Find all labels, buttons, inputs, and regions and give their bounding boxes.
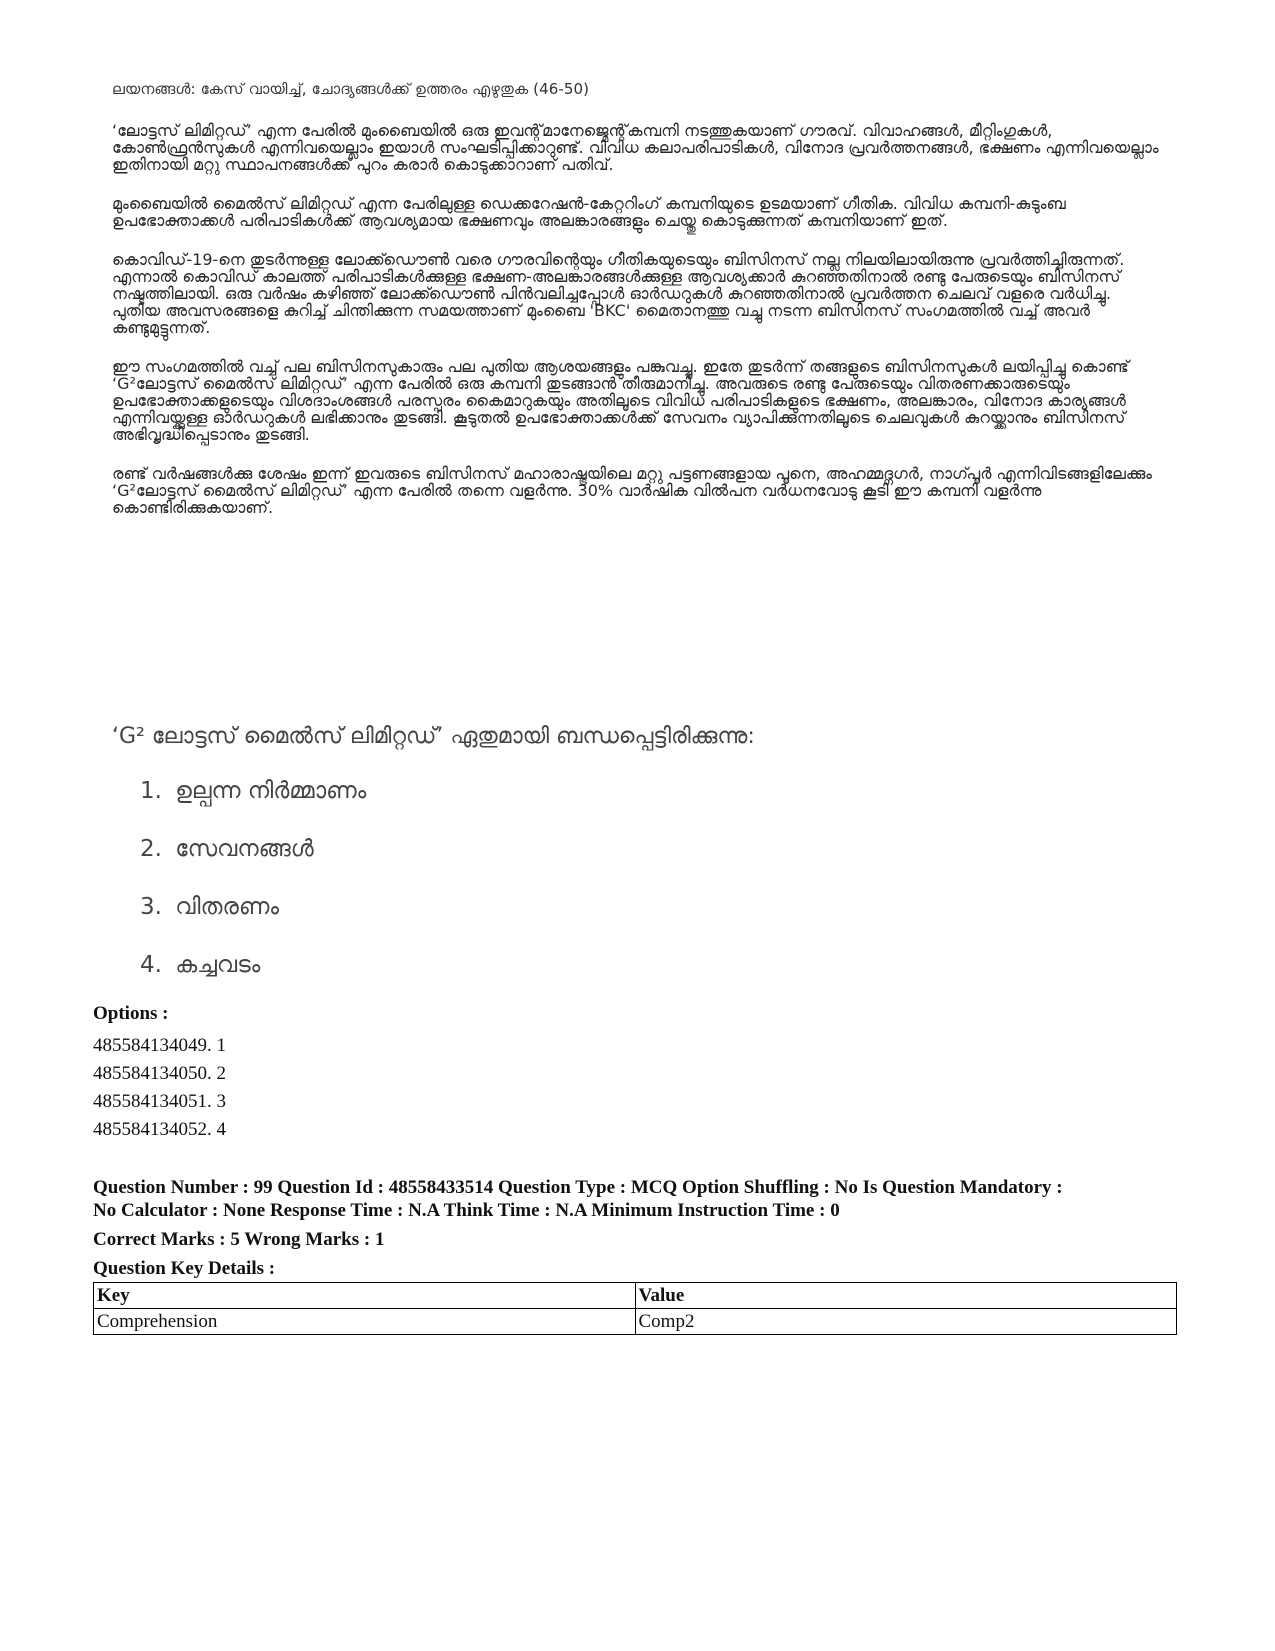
table-cell-value: Comp2 [635, 1309, 1177, 1335]
table-header-row [94, 1283, 1177, 1309]
option-id-item: 485584134050. 2 [93, 1063, 226, 1084]
answer-choice [140, 830, 366, 888]
answer-choice [140, 946, 366, 1004]
table-header-key: Key [94, 1283, 636, 1309]
key-details-table [93, 1282, 1177, 1335]
table-header-value: Value [635, 1283, 1177, 1309]
answer-choice-number: 3. [140, 894, 162, 920]
question-stem: ‘G² ലോട്ടസ് മൈൽസ് ലിമിറ്റഡ്’ ഏതുമായി ബന്ധപ്പെട്ടിരിക്കുന്നു: [112, 724, 755, 749]
answer-choice-text: സേവനങ്ങൾ [175, 836, 314, 862]
passage-paragraph-5: രണ്ട് വർഷങ്ങൾക്കു ശേഷം ഇന്ന് ഇവരുടെ ബിസിനസ് മഹാരാഷ്ട്രയിലെ മറ്റു പട്ടണങ്ങളായ പൂനെ, അഹമ്മദ്നഗർ, നാഗ്പൂർ എന്നിവിടങ്ങളിലേക്കും ‘G²ലോട്ടസ് മൈൽസ് ലിമിറ്റഡ്’ എന്ന പേരിൽ തന്നെ വളർന്നു. 30% വാർഷിക വിൽപന വർധനവോടു കൂടി ഈ കമ്പനി വളർന്നു കൊണ്ടിരിക്കുകയാണ്. [112, 464, 1152, 517]
options-block [93, 1003, 226, 1144]
option-id-item: 485584134049. 1 [93, 1035, 226, 1056]
answer-choice-text: വിതരണം [175, 894, 279, 920]
question-meta-line-1: Question Number : 99 Question Id : 48558433514 Question Type : MCQ Option Shuffling : No Is Question Mandatory : [93, 1177, 1063, 1198]
passage-paragraph-4: ഈ സംഗമത്തിൽ വച്ച് പല ബിസിനസുകാരും പല പുതിയ ആശയങ്ങളും പങ്കുവച്ചു. ഇതേ തുടർന്ന് തങ്ങളുടെ ബിസിനസുകൾ ലയിപ്പിച്ചു കൊണ്ട് ‘G²ലോട്ടസ് മൈൽസ് ലിമിറ്റഡ്’ എന്ന പേരിൽ ഒരു കമ്പനി തുടങ്ങാൻ തീരുമാനിച്ചു. അവരുടെ രണ്ടു പേരുടെയും വിതരണക്കാരുടെയും ഉപഭോക്താക്കളുടെയും വിശദാംശങ്ങൾ പരസ്പരം കൈമാറുകയും അതിലൂടെ വിവിധ പരിപാടികളുടെ ഭക്ഷണം, അലങ്കാരം, വിനോദ കാര്യങ്ങൾ എന്നിവയ്ക്കുള്ള ഓർഡറുകൾ ലഭിക്കാനും തുടങ്ങി. കൂടുതൽ ഉപഭോക്താക്കൾക്ക് സേവനം വ്യാപിക്കുന്നതിലൂടെ ചെലവുകൾ കുറയ്ക്കാനും ബിസിനസ് അഭിവൃദ്ധിപ്പെടാനും തുടങ്ങി. [112, 357, 1129, 444]
answer-choice [140, 888, 366, 946]
question-meta [93, 1176, 1193, 1280]
option-id-item: 485584134052. 4 [93, 1119, 226, 1140]
answer-choice-number: 1. [140, 778, 162, 804]
key-details-label: Question Key Details : [93, 1258, 276, 1279]
marks-line: Correct Marks : 5 Wrong Marks : 1 [93, 1229, 385, 1250]
table-cell-key: Comprehension [94, 1309, 636, 1335]
answer-choice-number: 4. [140, 952, 162, 978]
answer-choice-number: 2. [140, 836, 162, 862]
option-id-item: 485584134051. 3 [93, 1091, 226, 1112]
answer-choice-text: ഉല്പന്ന നിർമ്മാണം [175, 778, 367, 804]
options-label: Options : [93, 1003, 169, 1024]
table-row [94, 1309, 1177, 1335]
passage-block [112, 80, 1162, 538]
passage-paragraph-3: കൊവിഡ്-19-നെ തുടർന്നുള്ള ലോക്ക്ഡൌൺ വരെ ഗൗരവിന്റെയും ഗീതികയുടെയും ബിസിനസ് നല്ല നിലയിലായിരുന്നു പ്രവർത്തിച്ചിരുന്നത്. എന്നാൽ കൊവിഡ് കാലത്ത് പരിപാടികൾക്കുള്ള ഭക്ഷണ-അലങ്കാരങ്ങൾക്കുള്ള ആവശ്യക്കാർ കുറഞ്ഞതിനാൽ രണ്ടു പേരുടെയും ബിസിനസ് നഷ്ടത്തിലായി. ഒരു വർഷം കഴിഞ്ഞ് ലോക്ക്ഡൌൺ പിൻവലിച്ചപ്പോൾ ഓർഡറുകൾ കുറഞ്ഞതിനാൽ പ്രവർത്തന ചെലവ് വളരെ വർധിച്ചു. പുതിയ അവസരങ്ങളെ കുറിച്ച് ചിന്തിക്കുന്ന സമയത്താണ് മുംബൈ 'BKC' മൈതാനത്തു വച്ചു നടന്ന ബിസിനസ് സംഗമത്തിൽ വച്ച് അവർ കണ്ടുമുട്ടുന്നത്. [112, 250, 1125, 337]
passage-paragraph-2: മുംബൈയിൽ മൈൽസ് ലിമിറ്റഡ് എന്ന പേരിലുള്ള ഡെക്കറേഷൻ-കേറ്ററിംഗ് കമ്പനിയുടെ ഉടമയാണ് ഗീതിക. വിവിധ കമ്പനി-കുടുംബ ഉപഭോക്താക്കൾ പരിപാടികൾക്ക് ആവശ്യമായ ഭക്ഷണവും അലങ്കാരങ്ങളും ചെയ്തു കൊടുക്കുന്നത് കമ്പനിയാണ് ഇത്. [112, 194, 1066, 230]
answer-choice [140, 772, 366, 830]
passage-paragraph-1: ‘ലോട്ടസ് ലിമിറ്റഡ്’ എന്ന പേരിൽ മുംബൈയിൽ ഒരു ഇവന്റ്‌മാനേജ്മെന്റ്‌കമ്പനി നടത്തുകയാണ് ഗൗരവ്. വിവാഹങ്ങൾ, മീറ്റിംഗുകൾ, കോൺഫ്രൻസുകൾ എന്നിവയെല്ലാം ഇയാൾ സംഘടിപ്പിക്കാറുണ്ട്. വിവിധ കലാപരിപാടികൾ, വിനോദ പ്രവർത്തനങ്ങൾ, ഭക്ഷണം എന്നിവയെല്ലാം ഇതിനായി മറ്റു സ്ഥാപനങ്ങൾക്ക് പുറം കരാർ കൊടുക്കാറാണ് പതിവ്. [112, 121, 1159, 174]
passage-title: ലയനങ്ങൾ: കേസ് വായിച്ച്, ചോദ്യങ്ങൾക്ക് ഉത്തരം എഴുതുക (46-50) [112, 80, 590, 98]
answer-choices-list [140, 772, 366, 1004]
answer-choice-text: കച്ചവടം [175, 952, 261, 978]
question-meta-line-2: No Calculator : None Response Time : N.A Think Time : N.A Minimum Instruction Time : 0 [93, 1200, 840, 1221]
